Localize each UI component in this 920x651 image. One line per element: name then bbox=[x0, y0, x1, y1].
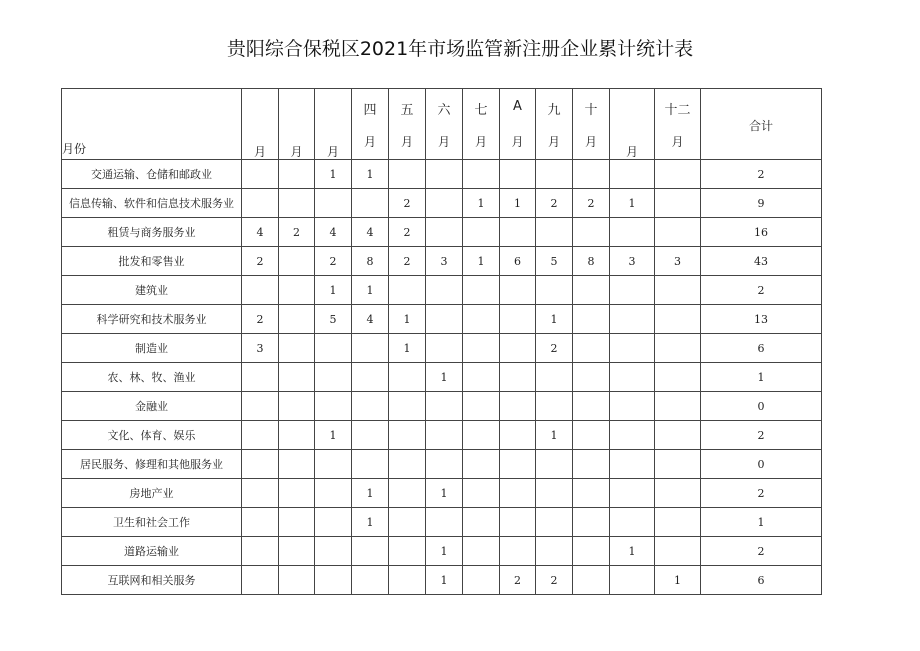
month-value-cell: 1 bbox=[500, 189, 536, 218]
month-value-cell: 8 bbox=[573, 247, 610, 276]
month-value-cell bbox=[500, 537, 536, 566]
month-value-cell bbox=[500, 276, 536, 305]
month-value-cell bbox=[352, 537, 389, 566]
month-value-cell bbox=[655, 421, 701, 450]
month-value-cell bbox=[655, 276, 701, 305]
month-header-5: 五 月 bbox=[389, 89, 426, 160]
month-value-cell bbox=[315, 479, 352, 508]
month-value-cell bbox=[242, 189, 279, 218]
month-value-cell: 1 bbox=[426, 537, 463, 566]
total-value-cell: 1 bbox=[701, 363, 822, 392]
total-value-cell: 9 bbox=[701, 189, 822, 218]
header-corner-cell bbox=[62, 89, 242, 160]
industry-name-cell: 农、林、牧、渔业 bbox=[62, 363, 242, 392]
month-value-cell bbox=[463, 392, 500, 421]
month-value-cell bbox=[279, 479, 315, 508]
month-value-cell bbox=[315, 537, 352, 566]
month-value-cell bbox=[655, 334, 701, 363]
month-value-cell bbox=[573, 421, 610, 450]
month-value-cell bbox=[610, 508, 655, 537]
month-value-cell: 2 bbox=[242, 305, 279, 334]
month-value-cell bbox=[389, 508, 426, 537]
month-value-cell: 1 bbox=[536, 421, 573, 450]
month-value-cell bbox=[610, 160, 655, 189]
industry-name-cell: 道路运输业 bbox=[62, 537, 242, 566]
month-value-cell bbox=[426, 160, 463, 189]
industry-name-cell: 卫生和社会工作 bbox=[62, 508, 242, 537]
month-value-cell bbox=[573, 363, 610, 392]
month-value-cell bbox=[279, 566, 315, 595]
month-value-cell: 1 bbox=[463, 247, 500, 276]
total-header: 合计 bbox=[701, 89, 822, 160]
month-header-2: 月 bbox=[279, 89, 315, 160]
month-value-cell bbox=[315, 189, 352, 218]
month-value-cell bbox=[536, 537, 573, 566]
month-value-cell: 3 bbox=[242, 334, 279, 363]
month-value-cell bbox=[426, 450, 463, 479]
table-row bbox=[62, 160, 822, 189]
month-value-cell bbox=[426, 392, 463, 421]
industry-name-cell: 文化、体育、娱乐 bbox=[62, 421, 242, 450]
month-value-cell bbox=[463, 537, 500, 566]
month-value-cell bbox=[242, 450, 279, 479]
month-header-9: 九 月 bbox=[536, 89, 573, 160]
month-value-cell bbox=[352, 363, 389, 392]
statistics-table bbox=[61, 88, 822, 595]
month-value-cell bbox=[315, 392, 352, 421]
month-value-cell bbox=[573, 508, 610, 537]
month-value-cell: 1 bbox=[352, 160, 389, 189]
month-value-cell bbox=[352, 421, 389, 450]
industry-name-cell: 金融业 bbox=[62, 392, 242, 421]
total-value-cell: 2 bbox=[701, 160, 822, 189]
month-value-cell bbox=[610, 334, 655, 363]
month-value-cell bbox=[352, 566, 389, 595]
month-value-cell bbox=[242, 566, 279, 595]
month-value-cell bbox=[315, 566, 352, 595]
month-value-cell bbox=[655, 363, 701, 392]
month-value-cell: 1 bbox=[315, 160, 352, 189]
month-value-cell bbox=[536, 276, 573, 305]
month-value-cell: 2 bbox=[242, 247, 279, 276]
month-value-cell bbox=[610, 479, 655, 508]
month-value-cell: 1 bbox=[352, 276, 389, 305]
industry-name-cell: 制造业 bbox=[62, 334, 242, 363]
month-value-cell: 3 bbox=[655, 247, 701, 276]
month-value-cell bbox=[536, 160, 573, 189]
month-value-cell: 3 bbox=[426, 247, 463, 276]
month-value-cell bbox=[279, 305, 315, 334]
month-value-cell bbox=[242, 537, 279, 566]
month-value-cell: 2 bbox=[536, 334, 573, 363]
month-value-cell bbox=[500, 392, 536, 421]
total-value-cell: 1 bbox=[701, 508, 822, 537]
month-value-cell bbox=[279, 392, 315, 421]
month-value-cell bbox=[426, 508, 463, 537]
month-value-cell bbox=[279, 363, 315, 392]
month-value-cell bbox=[242, 392, 279, 421]
month-header-8: A 月 bbox=[500, 89, 536, 160]
month-value-cell: 5 bbox=[536, 247, 573, 276]
month-value-cell: 1 bbox=[426, 479, 463, 508]
month-value-cell bbox=[352, 189, 389, 218]
month-value-cell bbox=[242, 479, 279, 508]
month-header-7: 七 月 bbox=[463, 89, 500, 160]
page-title: 贵阳综合保税区2021年市场监管新注册企业累计统计表 bbox=[226, 38, 694, 60]
month-value-cell: 2 bbox=[315, 247, 352, 276]
month-value-cell bbox=[426, 218, 463, 247]
industry-name-cell: 租赁与商务服务业 bbox=[62, 218, 242, 247]
month-value-cell: 6 bbox=[500, 247, 536, 276]
month-value-cell bbox=[573, 479, 610, 508]
month-value-cell bbox=[655, 479, 701, 508]
month-value-cell bbox=[500, 508, 536, 537]
table-row bbox=[62, 218, 822, 247]
month-value-cell bbox=[426, 334, 463, 363]
total-value-cell: 6 bbox=[701, 566, 822, 595]
month-value-cell: 2 bbox=[279, 218, 315, 247]
month-value-cell bbox=[389, 479, 426, 508]
table-row bbox=[62, 479, 822, 508]
month-value-cell bbox=[536, 508, 573, 537]
month-value-cell bbox=[315, 363, 352, 392]
total-value-cell: 2 bbox=[701, 421, 822, 450]
month-value-cell bbox=[655, 160, 701, 189]
table-body bbox=[62, 160, 822, 595]
month-value-cell bbox=[573, 218, 610, 247]
month-value-cell bbox=[655, 450, 701, 479]
month-value-cell bbox=[655, 305, 701, 334]
month-value-cell: 1 bbox=[610, 537, 655, 566]
month-value-cell bbox=[315, 508, 352, 537]
month-value-cell bbox=[463, 334, 500, 363]
industry-name-cell: 交通运输、仓储和邮政业 bbox=[62, 160, 242, 189]
month-value-cell bbox=[573, 276, 610, 305]
month-value-cell bbox=[500, 450, 536, 479]
table-row bbox=[62, 334, 822, 363]
month-value-cell bbox=[279, 450, 315, 479]
table-row bbox=[62, 421, 822, 450]
month-value-cell bbox=[426, 276, 463, 305]
month-header-10: 十 月 bbox=[573, 89, 610, 160]
industry-name-cell: 互联网和相关服务 bbox=[62, 566, 242, 595]
month-value-cell bbox=[242, 508, 279, 537]
month-value-cell bbox=[242, 276, 279, 305]
month-value-cell bbox=[463, 363, 500, 392]
month-value-cell bbox=[315, 450, 352, 479]
month-value-cell bbox=[463, 276, 500, 305]
month-value-cell bbox=[389, 160, 426, 189]
table-row bbox=[62, 508, 822, 537]
month-header-6: 六 月 bbox=[426, 89, 463, 160]
month-header-11: 月 bbox=[610, 89, 655, 160]
total-value-cell: 0 bbox=[701, 392, 822, 421]
month-value-cell bbox=[573, 537, 610, 566]
month-value-cell: 1 bbox=[463, 189, 500, 218]
month-value-cell: 1 bbox=[426, 363, 463, 392]
month-value-cell: 4 bbox=[352, 218, 389, 247]
month-value-cell bbox=[500, 305, 536, 334]
month-value-cell: 4 bbox=[242, 218, 279, 247]
month-value-cell bbox=[389, 392, 426, 421]
month-value-cell bbox=[610, 450, 655, 479]
month-value-cell bbox=[389, 363, 426, 392]
month-value-cell bbox=[242, 160, 279, 189]
month-value-cell bbox=[610, 421, 655, 450]
month-header-1: 月 bbox=[242, 89, 279, 160]
month-value-cell bbox=[500, 218, 536, 247]
month-value-cell: 1 bbox=[655, 566, 701, 595]
table-row bbox=[62, 450, 822, 479]
month-value-cell bbox=[389, 450, 426, 479]
industry-name-cell: 批发和零售业 bbox=[62, 247, 242, 276]
month-value-cell bbox=[573, 305, 610, 334]
month-value-cell bbox=[463, 566, 500, 595]
month-value-cell bbox=[610, 218, 655, 247]
month-value-cell: 2 bbox=[573, 189, 610, 218]
corner-label: 月份 bbox=[62, 142, 87, 156]
month-header-4: 四 月 bbox=[352, 89, 389, 160]
month-value-cell bbox=[536, 392, 573, 421]
month-value-cell bbox=[655, 392, 701, 421]
month-value-cell bbox=[573, 160, 610, 189]
month-value-cell bbox=[536, 479, 573, 508]
table-row bbox=[62, 247, 822, 276]
table-row bbox=[62, 566, 822, 595]
month-value-cell: 2 bbox=[389, 189, 426, 218]
table-row bbox=[62, 392, 822, 421]
month-value-cell bbox=[426, 305, 463, 334]
month-value-cell bbox=[389, 276, 426, 305]
month-value-cell bbox=[463, 450, 500, 479]
total-value-cell: 43 bbox=[701, 247, 822, 276]
month-value-cell: 1 bbox=[352, 508, 389, 537]
month-value-cell bbox=[279, 334, 315, 363]
month-value-cell bbox=[389, 421, 426, 450]
month-value-cell bbox=[500, 363, 536, 392]
industry-name-cell: 科学研究和技术服务业 bbox=[62, 305, 242, 334]
industry-name-cell: 居民服务、修理和其他服务业 bbox=[62, 450, 242, 479]
month-value-cell bbox=[610, 363, 655, 392]
month-value-cell: 2 bbox=[389, 218, 426, 247]
month-value-cell: 2 bbox=[389, 247, 426, 276]
table-row bbox=[62, 305, 822, 334]
month-value-cell bbox=[573, 392, 610, 421]
month-value-cell: 1 bbox=[426, 566, 463, 595]
month-value-cell bbox=[426, 189, 463, 218]
month-value-cell: 2 bbox=[536, 189, 573, 218]
month-value-cell bbox=[463, 421, 500, 450]
month-value-cell bbox=[500, 479, 536, 508]
month-value-cell bbox=[242, 421, 279, 450]
month-value-cell: 1 bbox=[315, 276, 352, 305]
month-value-cell bbox=[279, 421, 315, 450]
total-value-cell: 6 bbox=[701, 334, 822, 363]
month-value-cell: 1 bbox=[315, 421, 352, 450]
month-value-cell bbox=[463, 305, 500, 334]
month-value-cell: 4 bbox=[315, 218, 352, 247]
total-value-cell: 2 bbox=[701, 276, 822, 305]
month-value-cell: 2 bbox=[536, 566, 573, 595]
month-value-cell bbox=[352, 450, 389, 479]
table-row bbox=[62, 537, 822, 566]
month-value-cell: 1 bbox=[389, 334, 426, 363]
month-value-cell bbox=[536, 450, 573, 479]
month-value-cell bbox=[279, 537, 315, 566]
month-value-cell bbox=[426, 421, 463, 450]
month-value-cell bbox=[463, 160, 500, 189]
total-value-cell: 13 bbox=[701, 305, 822, 334]
table-row bbox=[62, 189, 822, 218]
month-value-cell bbox=[279, 276, 315, 305]
month-value-cell bbox=[655, 218, 701, 247]
month-value-cell bbox=[610, 276, 655, 305]
month-value-cell bbox=[389, 566, 426, 595]
month-value-cell bbox=[279, 508, 315, 537]
month-value-cell bbox=[279, 247, 315, 276]
month-value-cell: 1 bbox=[389, 305, 426, 334]
month-value-cell bbox=[536, 218, 573, 247]
total-value-cell: 2 bbox=[701, 537, 822, 566]
month-value-cell bbox=[573, 334, 610, 363]
month-value-cell bbox=[463, 218, 500, 247]
month-value-cell bbox=[315, 334, 352, 363]
industry-name-cell: 信息传输、软件和信息技术服务业 bbox=[62, 189, 242, 218]
month-value-cell: 1 bbox=[536, 305, 573, 334]
month-value-cell bbox=[655, 508, 701, 537]
month-value-cell bbox=[389, 537, 426, 566]
month-value-cell bbox=[242, 363, 279, 392]
total-value-cell: 16 bbox=[701, 218, 822, 247]
month-value-cell bbox=[352, 334, 389, 363]
month-value-cell bbox=[463, 479, 500, 508]
month-value-cell bbox=[610, 566, 655, 595]
month-value-cell bbox=[500, 160, 536, 189]
month-value-cell: 1 bbox=[352, 479, 389, 508]
header-row bbox=[62, 89, 822, 160]
month-value-cell bbox=[573, 450, 610, 479]
month-value-cell bbox=[610, 305, 655, 334]
month-value-cell bbox=[536, 363, 573, 392]
month-value-cell bbox=[655, 189, 701, 218]
industry-name-cell: 建筑业 bbox=[62, 276, 242, 305]
month-value-cell bbox=[500, 334, 536, 363]
month-value-cell: 3 bbox=[610, 247, 655, 276]
table-row bbox=[62, 363, 822, 392]
month-value-cell bbox=[610, 392, 655, 421]
table-row bbox=[62, 276, 822, 305]
industry-name-cell: 房地产业 bbox=[62, 479, 242, 508]
month-value-cell: 1 bbox=[610, 189, 655, 218]
month-value-cell bbox=[463, 508, 500, 537]
month-value-cell bbox=[500, 421, 536, 450]
month-header-12: 十二 月 bbox=[655, 89, 701, 160]
month-value-cell bbox=[279, 160, 315, 189]
month-value-cell bbox=[655, 537, 701, 566]
month-value-cell bbox=[573, 566, 610, 595]
total-value-cell: 2 bbox=[701, 479, 822, 508]
month-value-cell bbox=[279, 189, 315, 218]
total-value-cell: 0 bbox=[701, 450, 822, 479]
month-value-cell: 8 bbox=[352, 247, 389, 276]
month-header-3: 月 bbox=[315, 89, 352, 160]
month-value-cell: 5 bbox=[315, 305, 352, 334]
month-value-cell bbox=[352, 392, 389, 421]
month-value-cell: 2 bbox=[500, 566, 536, 595]
month-value-cell: 4 bbox=[352, 305, 389, 334]
